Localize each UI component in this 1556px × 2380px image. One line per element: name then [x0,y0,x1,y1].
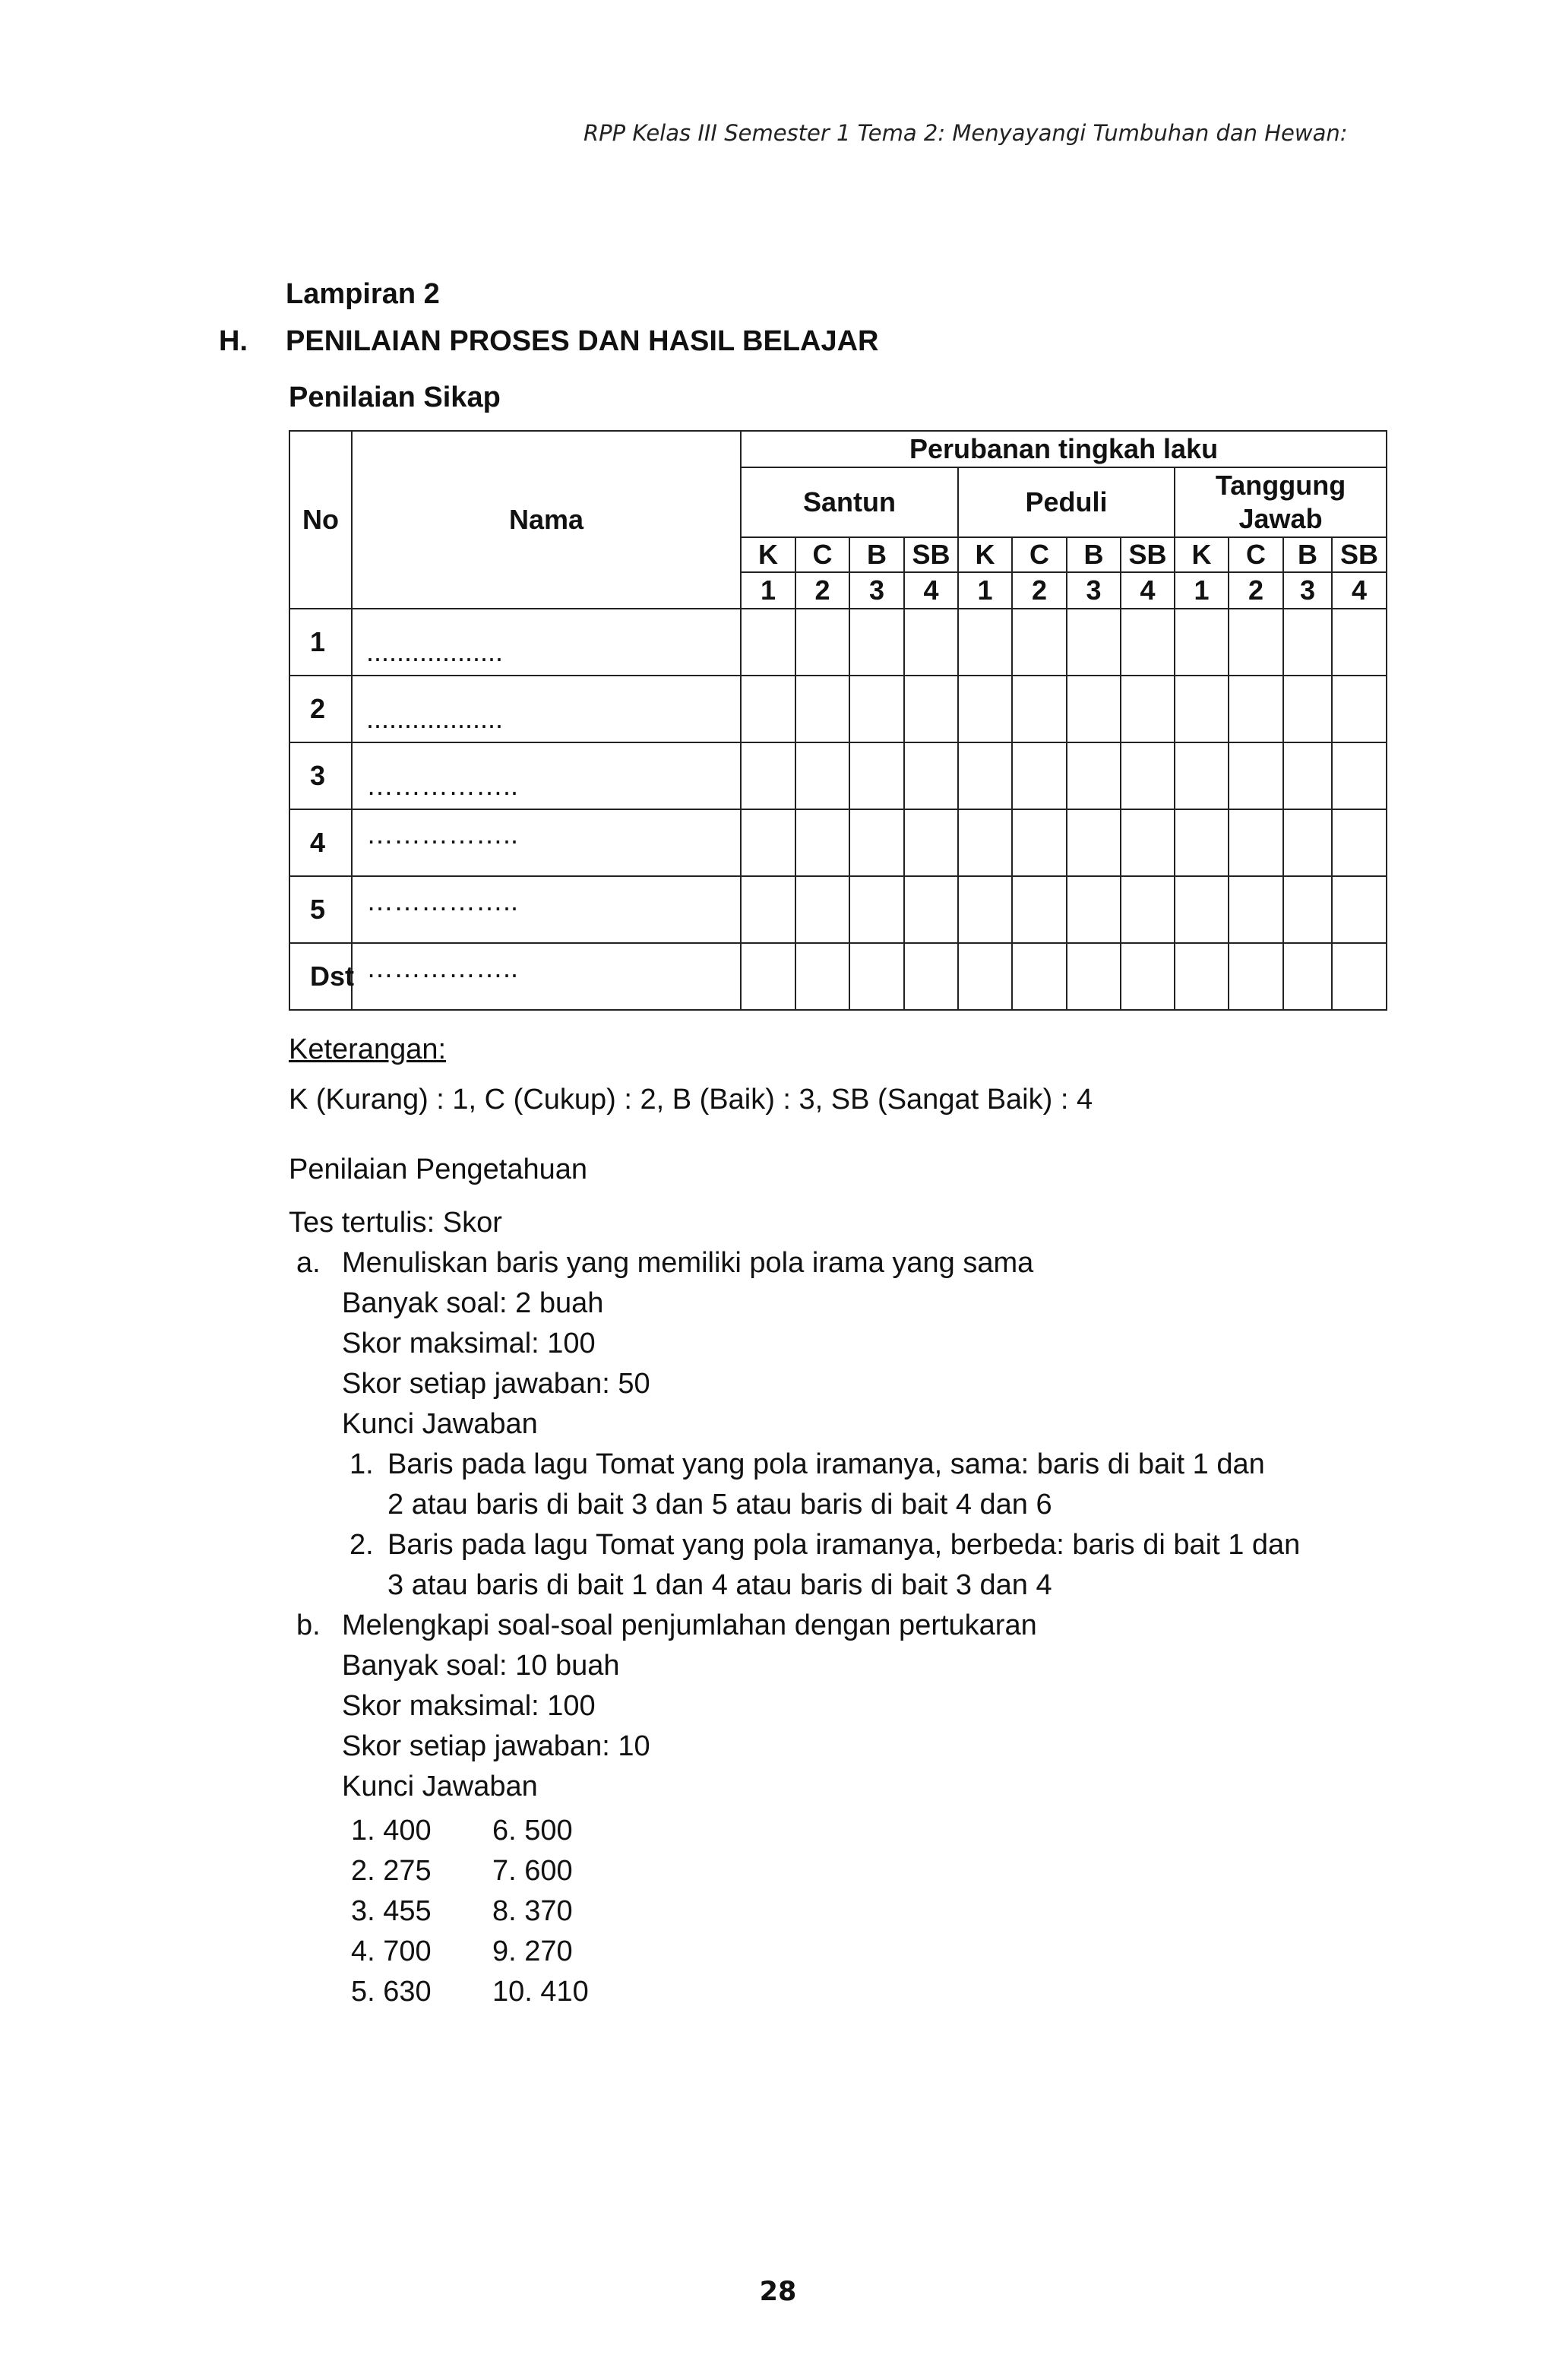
score-input-cell [1229,742,1283,809]
col-nama-header: Nama [352,431,741,609]
answer-a1-number: 1. [349,1448,374,1480]
item-a-maks: Skor maksimal: 100 [342,1328,596,1359]
row-number: Dst [289,943,352,1010]
table-row [289,943,1387,1010]
keterangan-text: K (Kurang) : 1, C (Cukup) : 2, B (Baik) : 3, SB (Sangat Baik) : 4 [289,1084,1093,1116]
row-number: 5 [289,876,352,943]
grade-cell: K [958,537,1012,572]
kunci-b-answer: 3. 455 [351,1895,432,1927]
lampiran-label: Lampiran 2 [286,278,440,310]
score-input-cell [958,742,1012,809]
item-b-marker: b. [296,1609,321,1641]
score-input-cell [849,676,904,742]
row-nama: …………….. [352,742,741,809]
score-input-cell [958,876,1012,943]
table-row [289,876,1387,943]
score-input-cell [1332,943,1387,1010]
kunci-b-answer: 5. 630 [351,1976,432,2008]
score-input-cell [1175,943,1229,1010]
score-cell: 3 [1067,572,1121,609]
score-input-cell [1067,876,1121,943]
score-input-cell [1283,943,1332,1010]
aspect-label: Tanggung Jawab [1215,470,1346,534]
section-letter: H. [219,325,248,357]
score-input-cell [795,943,849,1010]
score-input-cell [1283,676,1332,742]
score-cell: 1 [741,572,795,609]
kunci-b-answer: 1. 400 [351,1815,432,1847]
score-input-cell [1067,943,1121,1010]
score-input-cell [1229,809,1283,876]
row-nama: …………….. [352,943,741,1010]
sikap-title: Penilaian Sikap [289,381,501,413]
kunci-b-answer: 2. 275 [351,1855,432,1887]
pengetahuan-title: Penilaian Pengetahuan [289,1154,588,1185]
answer-a2-number: 2. [349,1529,374,1561]
score-input-cell [1067,742,1121,809]
score-input-cell [1229,876,1283,943]
item-b-title: Melengkapi soal-soal penjumlahan dengan pertukaran [342,1609,1037,1641]
score-input-cell [1229,609,1283,676]
row-nama: .................. [352,676,741,742]
score-input-cell [1121,876,1175,943]
score-input-cell [958,809,1012,876]
score-input-cell [1175,742,1229,809]
score-input-cell [741,609,795,676]
score-input-cell [741,742,795,809]
score-cell: 2 [1012,572,1067,609]
score-input-cell [1067,676,1121,742]
grade-cell: K [741,537,795,572]
score-input-cell [958,676,1012,742]
score-input-cell [741,809,795,876]
score-input-cell [795,809,849,876]
score-cell: 4 [1332,572,1387,609]
score-input-cell [1175,676,1229,742]
score-input-cell [1067,609,1121,676]
answer-a1-line1: Baris pada lagu Tomat yang pola iramanya, sama: baris di bait 1 dan [387,1448,1265,1480]
score-input-cell [795,876,849,943]
grade-cell: SB [1121,537,1175,572]
item-b-kunci: Kunci Jawaban [342,1771,538,1802]
score-input-cell [849,809,904,876]
score-input-cell [1012,943,1067,1010]
score-input-cell [1175,609,1229,676]
item-a-setiap: Skor setiap jawaban: 50 [342,1368,650,1400]
score-input-cell [849,876,904,943]
kunci-b-answer: 9. 270 [492,1935,573,1967]
answer-a2-line2: 3 atau baris di bait 1 dan 4 atau baris di bait 3 dan 4 [387,1569,1052,1601]
score-cell: 2 [795,572,849,609]
row-nama: …………….. [352,876,741,943]
score-input-cell [1121,943,1175,1010]
row-number: 4 [289,809,352,876]
item-a-title: Menuliskan baris yang memiliki pola irama yang sama [342,1247,1034,1279]
grade-cell: SB [904,537,958,572]
score-cell: 1 [958,572,1012,609]
item-a-kunci: Kunci Jawaban [342,1408,538,1440]
score-input-cell [904,876,958,943]
grade-cell: B [1283,537,1332,572]
score-input-cell [1012,809,1067,876]
col-no-header: No [289,431,352,609]
score-input-cell [1012,876,1067,943]
aspect-peduli: Peduli [958,467,1175,537]
page-number: 28 [759,2277,797,2307]
item-a-marker: a. [296,1247,321,1279]
score-cell: 1 [1175,572,1229,609]
grade-cell: C [1229,537,1283,572]
score-input-cell [904,676,958,742]
score-input-cell [1067,809,1121,876]
sikap-table [289,430,1387,1011]
grade-cell: B [1067,537,1121,572]
item-a-banyak: Banyak soal: 2 buah [342,1287,604,1319]
score-input-cell [1283,742,1332,809]
score-cell: 4 [1121,572,1175,609]
score-input-cell [1332,809,1387,876]
row-nama: .................. [352,609,741,676]
score-input-cell [1012,676,1067,742]
section-title: PENILAIAN PROSES DAN HASIL BELAJAR [286,325,879,357]
score-input-cell [1121,742,1175,809]
score-input-cell [741,676,795,742]
table-header-row [289,431,1387,467]
score-cell: 3 [1283,572,1332,609]
score-cell: 3 [849,572,904,609]
grade-cell: B [849,537,904,572]
table-row [289,809,1387,876]
grade-cell: K [1175,537,1229,572]
score-input-cell [904,809,958,876]
item-b-setiap: Skor setiap jawaban: 10 [342,1730,650,1762]
answer-a1-line2: 2 atau baris di bait 3 dan 5 atau baris di bait 4 dan 6 [387,1489,1052,1521]
table-row [289,609,1387,676]
score-input-cell [849,609,904,676]
running-header: RPP Kelas III Semester 1 Tema 2: Menyayangi Tumbuhan dan Hewan: [584,120,1348,146]
kunci-b-column-1 [351,1811,432,2012]
score-input-cell [958,943,1012,1010]
score-input-cell [1332,676,1387,742]
score-input-cell [795,742,849,809]
score-input-cell [1332,742,1387,809]
score-input-cell [1283,876,1332,943]
score-input-cell [904,742,958,809]
score-input-cell [904,609,958,676]
row-nama: …………….. [352,809,741,876]
table-body [289,609,1387,1010]
item-b-banyak: Banyak soal: 10 buah [342,1650,620,1682]
score-input-cell [1012,609,1067,676]
keterangan-label: Keterangan: [289,1033,447,1065]
kunci-b-answer: 4. 700 [351,1935,432,1967]
kunci-b-answer: 6. 500 [492,1815,573,1847]
score-input-cell [741,876,795,943]
kunci-b-column-2 [492,1811,589,2012]
score-input-cell [849,943,904,1010]
score-input-cell [1012,742,1067,809]
score-cell: 2 [1229,572,1283,609]
score-input-cell [904,943,958,1010]
item-b-maks: Skor maksimal: 100 [342,1690,596,1722]
kunci-b-answer: 8. 370 [492,1895,573,1927]
score-cell: 4 [904,572,958,609]
row-number: 2 [289,676,352,742]
score-input-cell [1283,809,1332,876]
answer-a2-line1: Baris pada lagu Tomat yang pola iramanya, berbeda: baris di bait 1 dan [387,1529,1301,1561]
score-input-cell [958,609,1012,676]
score-input-cell [1229,943,1283,1010]
kunci-b-answer: 10. 410 [492,1976,589,2008]
score-input-cell [1283,609,1332,676]
kunci-b-answer: 7. 600 [492,1855,573,1887]
score-input-cell [1175,809,1229,876]
table-row [289,742,1387,809]
score-input-cell [795,676,849,742]
score-input-cell [795,609,849,676]
group-header: Perubanan tingkah laku [741,431,1387,467]
score-input-cell [1332,876,1387,943]
score-input-cell [1229,676,1283,742]
grade-cell: SB [1332,537,1387,572]
grade-cell: C [1012,537,1067,572]
score-input-cell [1121,809,1175,876]
score-input-cell [1332,609,1387,676]
row-number: 1 [289,609,352,676]
score-input-cell [1121,676,1175,742]
aspect-santun: Santun [741,467,958,537]
score-input-cell [1175,876,1229,943]
row-number: 3 [289,742,352,809]
grade-cell: C [795,537,849,572]
aspect-tanggung-jawab [1175,467,1387,537]
score-input-cell [849,742,904,809]
score-input-cell [741,943,795,1010]
tes-line: Tes tertulis: Skor [289,1207,502,1239]
table-row [289,676,1387,742]
score-input-cell [1121,609,1175,676]
